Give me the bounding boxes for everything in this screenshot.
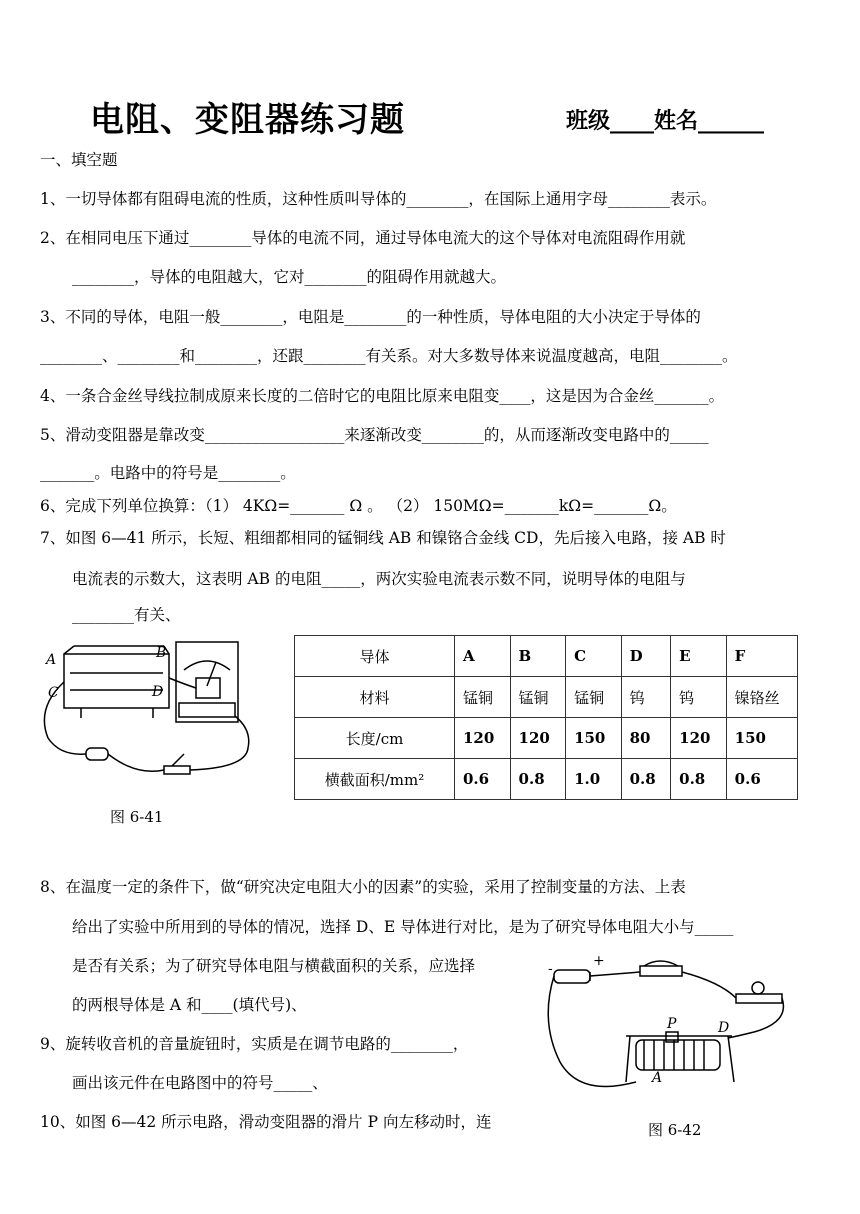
table-cell: 锰铜	[455, 677, 511, 718]
fig641-label-c: C	[48, 685, 59, 701]
table-cell: F	[726, 636, 797, 677]
table-cell: 150	[566, 718, 622, 759]
table-cell: 导体	[295, 636, 455, 677]
table-cell: C	[566, 636, 622, 677]
fig641-label-b: B	[156, 645, 167, 661]
question-8-line-3: 是否有关系；为了研究导体电阻与横截面积的关系，应选择	[72, 957, 476, 975]
table-row	[295, 718, 798, 759]
table-row	[295, 636, 798, 677]
table-cell: 长度/cm	[295, 718, 455, 759]
table-cell: 1.0	[566, 759, 622, 800]
fig642-label-p: P	[667, 1016, 677, 1032]
table-row	[295, 677, 798, 718]
question-3-line-1: 3、不同的导体，电阻一般________，电阻是________的一种性质，导体电阻的大小决定于导体的	[40, 308, 701, 326]
table-cell: 0.8	[621, 759, 671, 800]
figure-6-42-caption: 图 6-42	[648, 1121, 702, 1139]
table-cell: 0.6	[455, 759, 511, 800]
table-cell: 镍铬丝	[726, 677, 797, 718]
table-cell: 0.8	[510, 759, 566, 800]
question-8-line-4: 的两根导体是 A 和____(填代号)、	[72, 996, 307, 1014]
figure-6-41-caption: 图 6-41	[110, 808, 164, 826]
fig642-plus-label: +	[593, 953, 605, 969]
table-cell: 钨	[671, 677, 727, 718]
question-7-line-2: 电流表的示数大，这表明 AB 的电阻_____，两次实验电流表示数不同，说明导体的电阻与	[72, 570, 686, 588]
fig641-label-a: A	[46, 652, 57, 668]
question-10: 10、如图 6—42 所示电路，滑动变阻器的滑片 P 向左移动时，连	[40, 1113, 492, 1131]
question-7-line-1: 7、如图 6—41 所示，长短、粗细都相同的锰铜线 AB 和镍铬合金线 CD，先后接入电路，接 AB 时	[40, 529, 726, 547]
table-cell: 钨	[621, 677, 671, 718]
figure-6-42	[540, 952, 820, 1112]
conductor-table	[294, 635, 798, 800]
table-cell: A	[455, 636, 511, 677]
question-9-line-2: 画出该元件在电路图中的符号_____、	[72, 1074, 328, 1092]
fig642-minus-label: -	[548, 961, 553, 977]
fig642-label-d: D	[718, 1020, 730, 1036]
question-8-line-2: 给出了实验中所用到的导体的情况，选择 D、E 导体进行对比，是为了研究导体电阻大小与_____	[72, 918, 734, 936]
question-1: 1、一切导体都有阻碍电流的性质，这种性质叫导体的________，在国际上通用字母________表示。	[40, 190, 717, 208]
table-cell: 150	[726, 718, 797, 759]
table-cell: 120	[455, 718, 511, 759]
fig641-label-d: D	[152, 684, 164, 700]
table-cell: B	[510, 636, 566, 677]
question-8-line-1: 8、在温度一定的条件下，做“研究决定电阻大小的因素”的实验，采用了控制变量的方法、上表	[40, 878, 686, 896]
table-cell: 横截面积/mm²	[295, 759, 455, 800]
question-2-line-2: ________，导体的电阻越大，它对________的阻碍作用就越大。	[72, 268, 507, 286]
table-cell: 0.6	[726, 759, 797, 800]
table-row	[295, 759, 798, 800]
fig642-label-a: A	[652, 1070, 663, 1086]
table-cell: 120	[510, 718, 566, 759]
question-5-line-1: 5、滑动变阻器是靠改变__________________来逐渐改变________的，从而逐渐改变电路中的_____	[40, 426, 709, 444]
question-9-line-1: 9、旋转收音机的音量旋钮时，实质是在调节电路的________，	[40, 1035, 469, 1053]
table-cell: 锰铜	[566, 677, 622, 718]
table-cell: 0.8	[671, 759, 727, 800]
question-5-line-2: _______。电路中的符号是________。	[40, 464, 296, 482]
table-cell: D	[621, 636, 671, 677]
question-6: 6、完成下列单位换算：（1） 4KΩ=_______ Ω 。 （2） 150MΩ=_______kΩ=_______Ω。	[40, 497, 677, 515]
question-3-line-2: ________、________和________，还跟________有关系。对大多数导体来说温度越高，电阻________。	[40, 347, 738, 365]
section-heading: 一、填空题	[40, 151, 118, 169]
table-cell: 材料	[295, 677, 455, 718]
table-cell: 锰铜	[510, 677, 566, 718]
question-2-line-1: 2、在相同电压下通过________导体的电流不同，通过导体电流大的这个导体对电流阻碍作用就	[40, 229, 686, 247]
question-4: 4、一条合金丝导线拉制成原来长度的二倍时它的电阻比原来电阻变____，这是因为合金丝_______。	[40, 387, 725, 405]
page-title: 电阻、变阻器练习题	[90, 100, 405, 140]
question-7-line-3: ________有关、	[72, 606, 181, 624]
class-name-field: 班级____姓名______	[566, 108, 765, 134]
table-cell: E	[671, 636, 727, 677]
table-cell: 120	[671, 718, 727, 759]
table-cell: 80	[621, 718, 671, 759]
